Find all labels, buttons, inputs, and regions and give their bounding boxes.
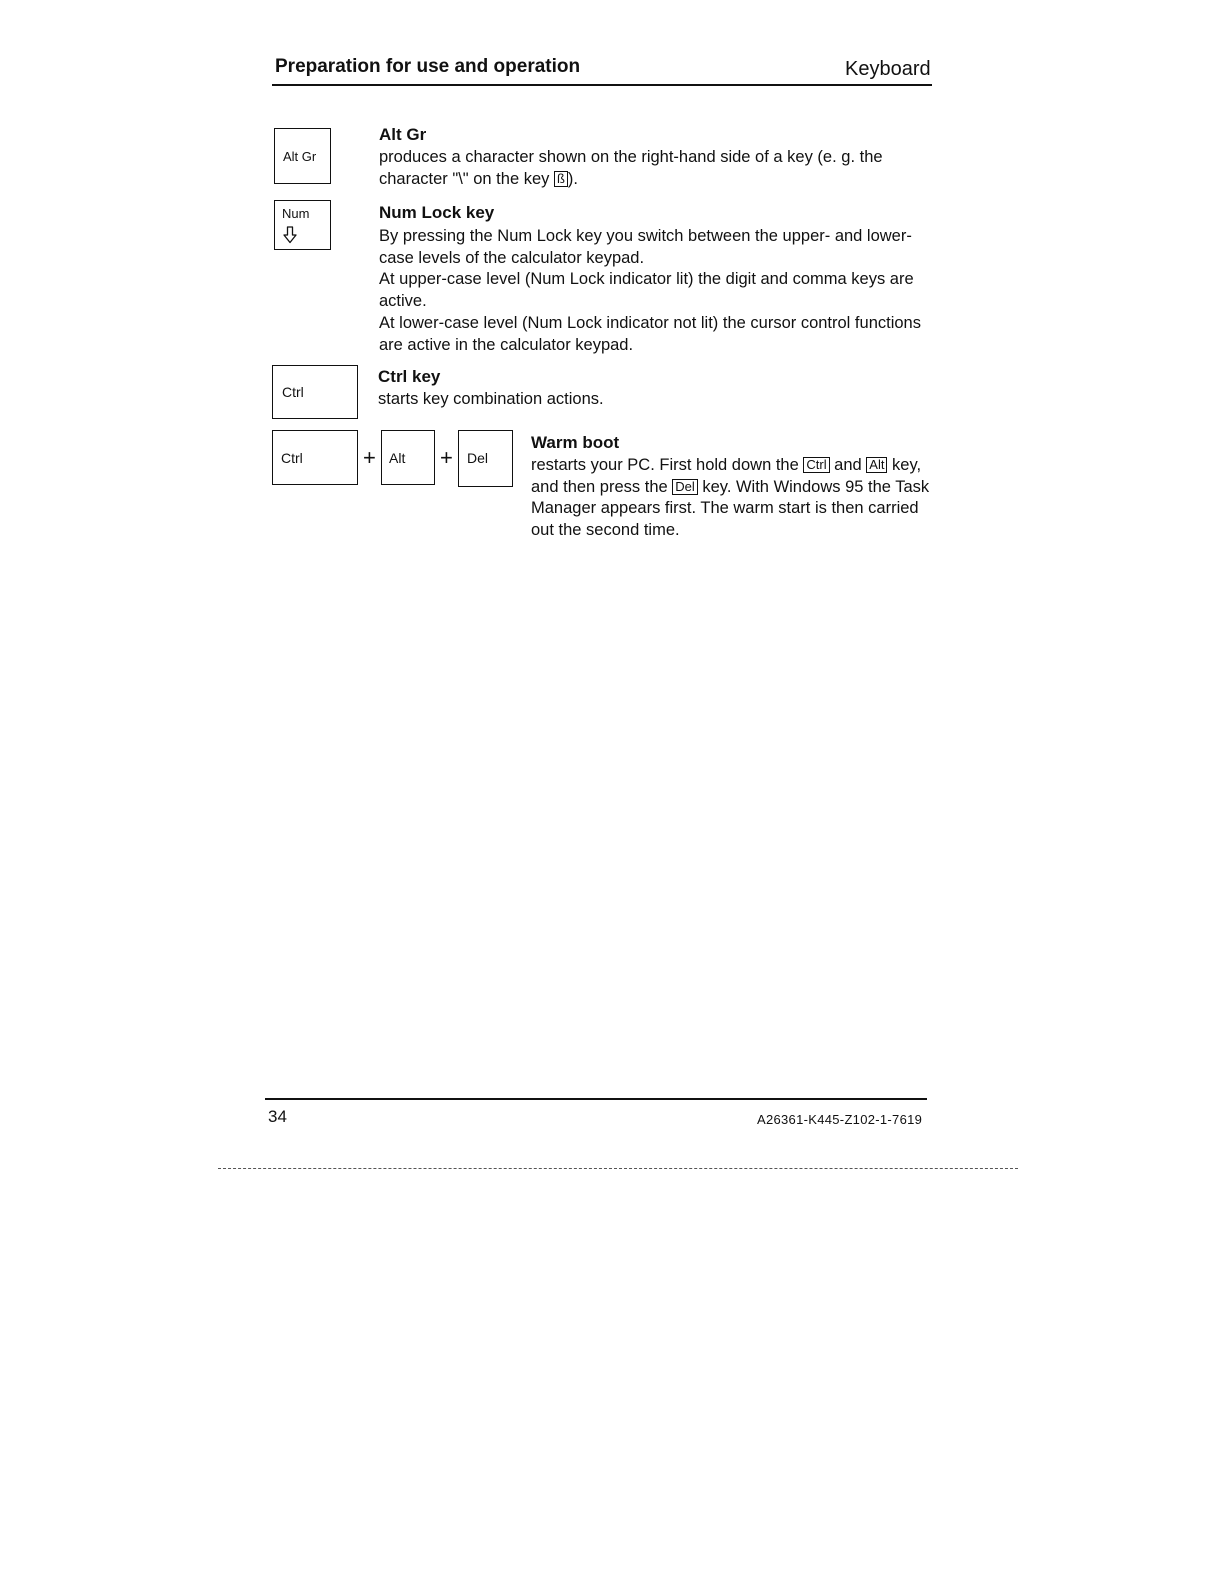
page-number: 34	[268, 1107, 287, 1126]
running-header-chapter: Keyboard	[845, 58, 931, 80]
warm-boot-del-key	[458, 430, 513, 487]
num-lock-paragraph-2: At upper-case level (Num Lock indicator lit) the digit and comma keys are active.	[379, 270, 914, 311]
alt-gr-title: Alt Gr	[379, 125, 427, 144]
header-rule	[272, 84, 932, 86]
plus-sign-1: +	[363, 445, 376, 470]
ctrl-title: Ctrl key	[378, 367, 441, 386]
ctrl-inline-key: Ctrl	[803, 457, 829, 473]
alt-gr-key-label: Alt Gr	[283, 149, 317, 164]
alt-inline-key: Alt	[866, 457, 887, 473]
running-header-section: Preparation for use and operation	[275, 56, 581, 77]
sharp-s-inline-key: ß	[554, 171, 568, 187]
alt-gr-description	[379, 147, 919, 190]
num-lock-key-label: Num	[282, 206, 310, 221]
warm-boot-text-3: key, and then press the	[531, 456, 922, 496]
warm-boot-text-2: and	[829, 456, 867, 474]
warm-boot-del-label: Del	[467, 450, 489, 466]
num-lock-paragraph-3: At lower-case level (Num Lock indicator not lit) the cursor control functions are active in the calculator keypad.	[379, 313, 921, 354]
document-code: A26361-K445-Z102-1-7619	[757, 1112, 923, 1127]
footer-rule	[265, 1098, 927, 1100]
warm-boot-ctrl-key	[272, 430, 358, 485]
alt-gr-body-end: ).	[567, 169, 579, 188]
warm-boot-alt-label: Alt	[389, 450, 406, 466]
num-lock-paragraph-1: By pressing the Num Lock key you switch between the upper- and lower-case levels of the calculator keypad.	[379, 227, 912, 267]
warm-boot-title: Warm boot	[531, 433, 620, 452]
ctrl-description: starts key combination actions.	[378, 390, 604, 408]
page-edge-line	[218, 1168, 1018, 1169]
warm-boot-description	[531, 455, 931, 542]
warm-boot-text-1: restarts your PC. First hold down the	[531, 456, 804, 474]
ctrl-key	[272, 365, 358, 419]
num-lock-description	[379, 226, 924, 356]
alt-gr-body-text: produces a character shown on the right-hand side of a key (e. g. the character "\" on the key	[379, 148, 883, 188]
ctrl-key-label: Ctrl	[282, 384, 304, 400]
warm-boot-ctrl-label: Ctrl	[281, 450, 303, 466]
num-lock-key	[274, 200, 331, 250]
del-inline-key: Del	[672, 479, 698, 495]
warm-boot-alt-key	[381, 430, 435, 485]
arrow-down-outline-icon	[283, 226, 297, 244]
num-lock-title: Num Lock key	[379, 203, 495, 222]
warm-boot-text-4: key. With Windows 95 the Task Manager appears first. The warm start is then carried out the second time.	[531, 477, 930, 540]
plus-sign-2: +	[440, 445, 453, 470]
alt-gr-key	[274, 128, 331, 184]
